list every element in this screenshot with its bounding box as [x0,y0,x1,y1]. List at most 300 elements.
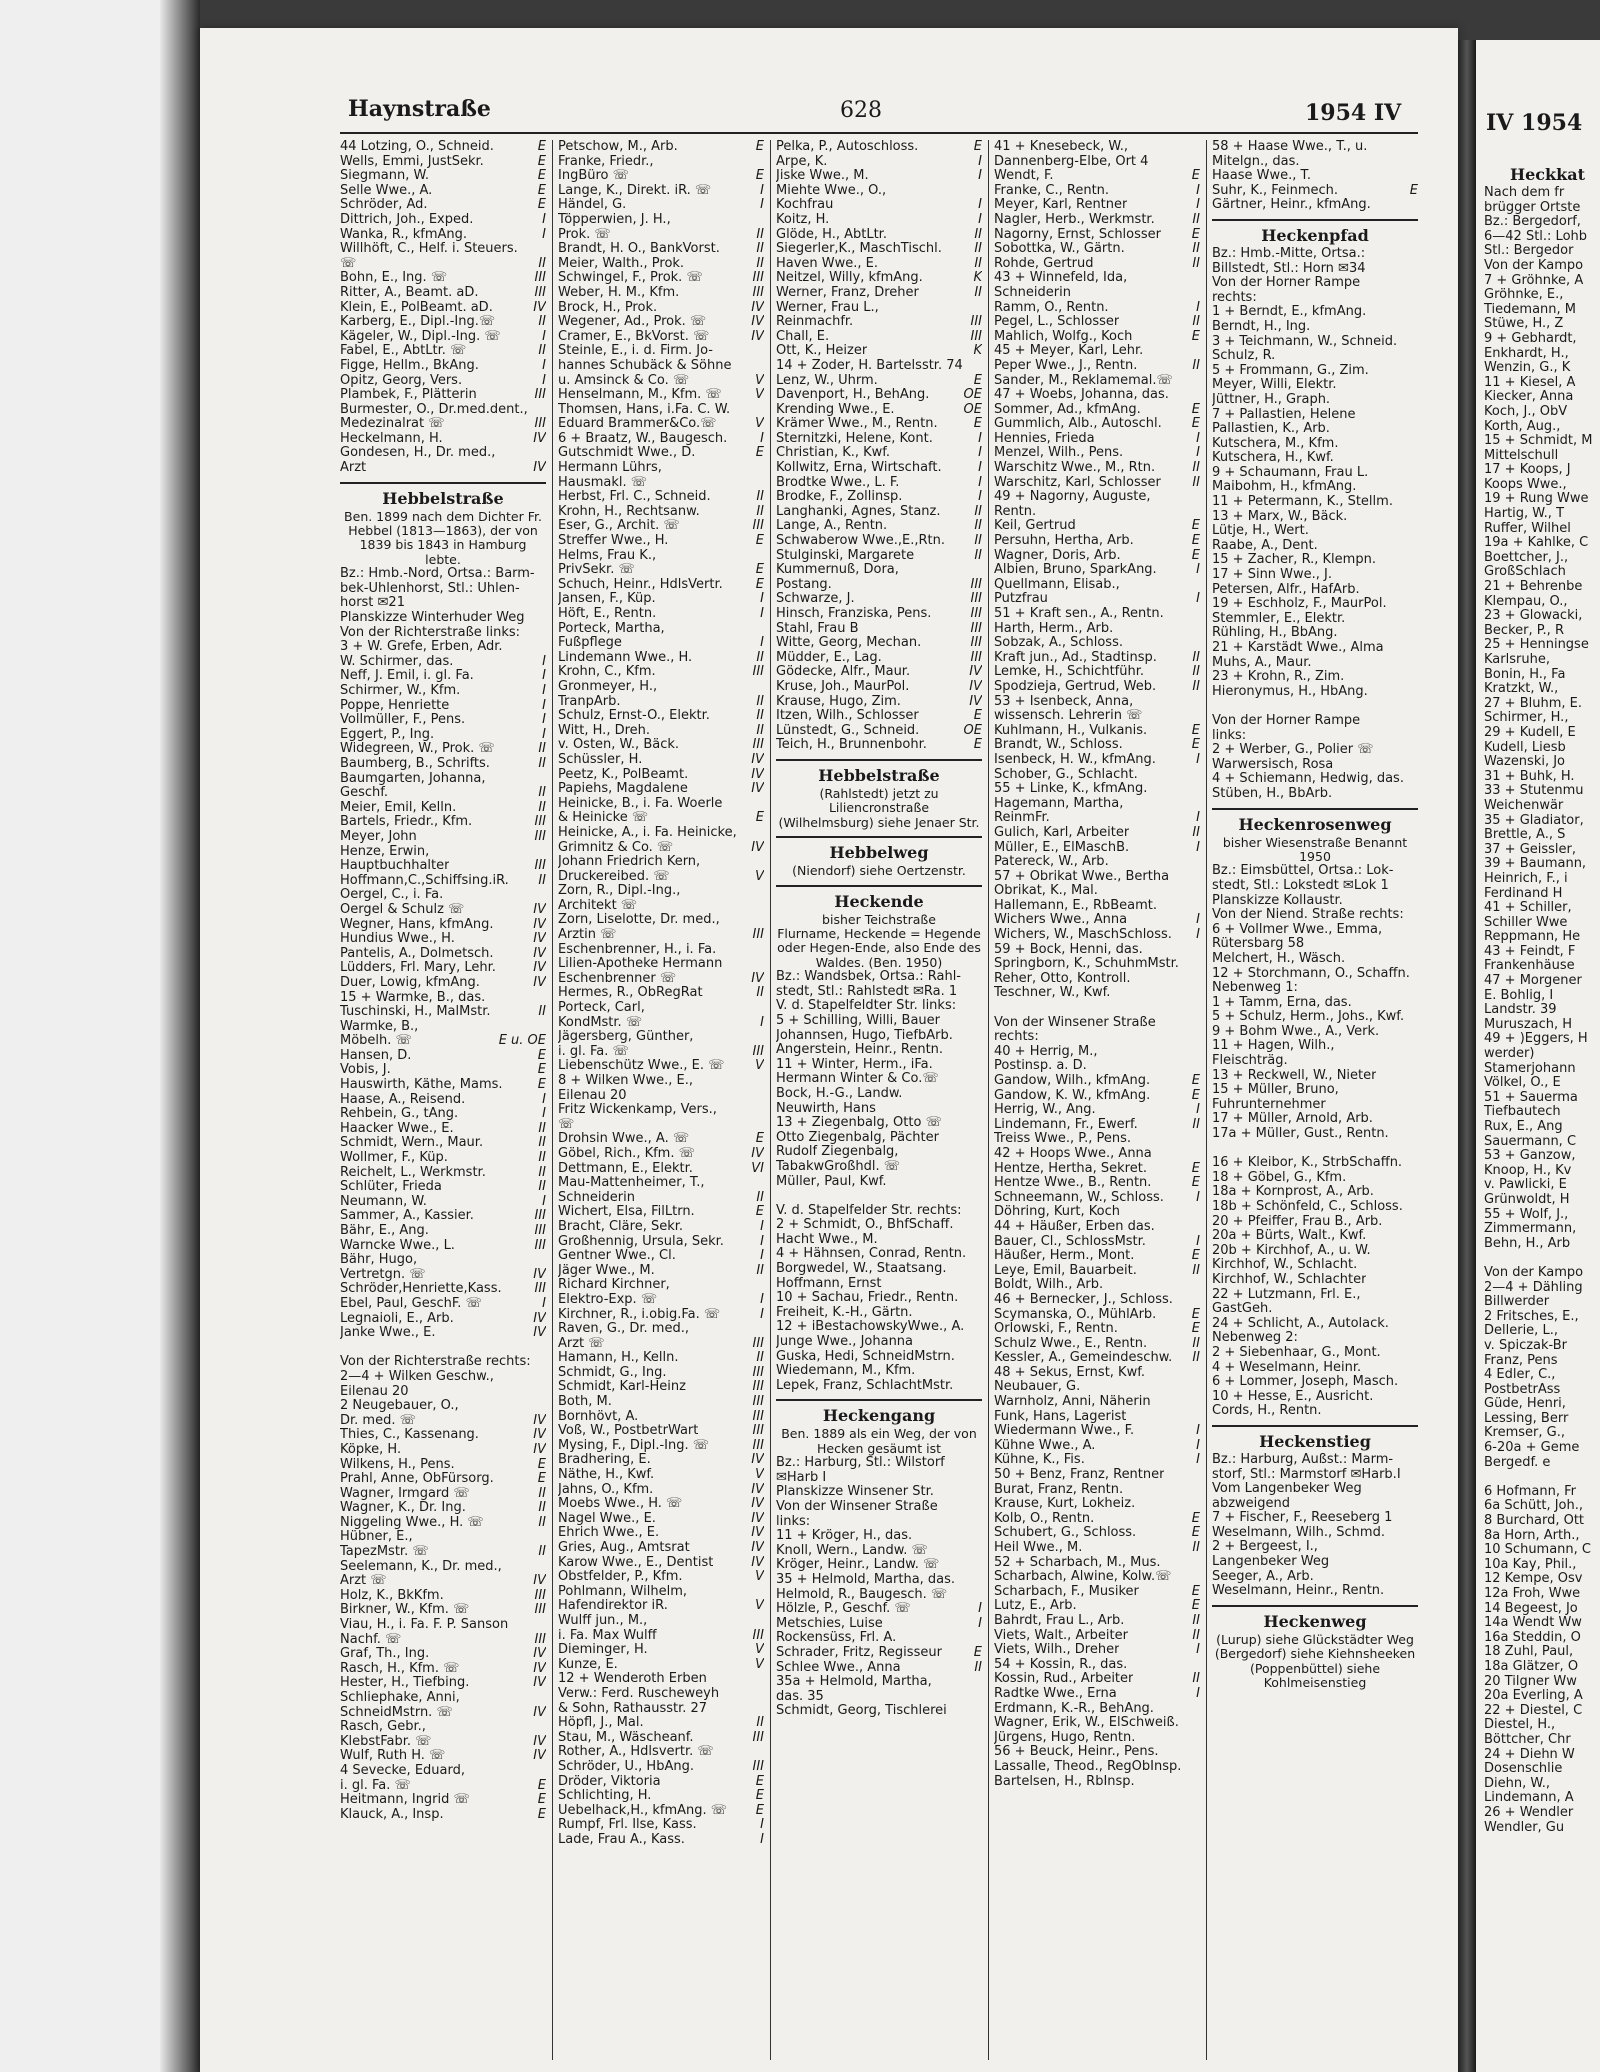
floor-label [978,1204,982,1219]
resident-entry [340,1209,546,1224]
resident-entry [994,1775,1200,1790]
resident-name: Töpperwien, J. H., [558,212,671,227]
floor-label: E [1191,1599,1200,1614]
floor-label: III [752,519,764,534]
resident-name: Weselmann, Wilh., Schmd. [1212,1525,1385,1540]
floor-label [1196,943,1200,958]
floor-label: IV [533,917,546,932]
resident-entry [340,699,546,714]
floor-label: IV [533,1705,546,1720]
resident-name: Keil, Gertrud [994,519,1076,534]
resident-name: Schneiderin [558,1190,635,1205]
resident-name: Dr. med. ☏ [340,1413,416,1428]
resident-entry [558,1672,764,1687]
resident-entry [776,1131,982,1146]
resident-entry [340,1779,546,1794]
resident-name: Meier, Emil, Kelln. [340,800,457,815]
resident-entry [994,344,1200,359]
resident-name: Gentner Wwe., Cl. [558,1249,676,1264]
floor-label [1414,1497,1418,1512]
resident-name: Werner, Franz, Dreher [776,285,919,300]
resident-name: Spodzieja, Gertrud, Web. [994,679,1157,694]
resident-name: Dannenberg-Elbe, Ort 4 [994,154,1149,169]
resident-name: Davenport, H., BehAng. [776,388,930,403]
resident-entry [1212,524,1418,539]
resident-name: Jäger Wwe., M. [558,1263,655,1278]
resident-entry [994,1687,1200,1702]
next-page-entry: 8 Burchard, Ott [1484,1513,1585,1529]
resident-entry [776,1087,982,1102]
floor-label: I [978,198,982,213]
floor-label [1414,140,1418,155]
floor-label [1414,1390,1418,1405]
floor-label: II [756,227,764,242]
floor-label [1196,1556,1200,1571]
floor-label: III [534,1603,546,1618]
resident-entry [558,461,764,476]
resident-entry [558,884,764,899]
floor-label [1196,1410,1200,1425]
resident-name: Kutschera, M., Kfm. [1212,436,1339,451]
resident-name: Bartels, Friedr., Kfm. [340,815,473,830]
floor-label [1196,1483,1200,1498]
resident-entry [558,1599,764,1614]
resident-name: Jürgens, Hugo, Rentn. [994,1730,1136,1745]
floor-label: E [537,1807,546,1822]
next-page-entry: Böttcher, Chr [1484,1731,1571,1747]
next-page-entry: Landstr. 39 [1484,1002,1557,1018]
floor-label: II [538,786,546,801]
resident-entry [558,1775,764,1790]
resident-entry [558,986,764,1001]
floor-label: II [756,242,764,257]
floor-label [978,184,982,199]
resident-name: Kummernuß, Dora, [776,563,899,578]
resident-entry [340,1691,546,1706]
floor-label: E [537,183,546,198]
resident-entry [776,330,982,345]
floor-label: IV [751,767,764,782]
resident-name: Hermann Winter & Co.☏ [776,1072,939,1087]
floor-label: II [538,1151,546,1166]
directory-column-1 [340,140,546,2060]
floor-label [760,359,764,374]
floor-label: III [752,271,764,286]
resident-entry [1212,1584,1418,1599]
resident-entry [1212,539,1418,554]
next-page-entry: PostbetrAss [1484,1381,1561,1397]
floor-label: II [538,1515,546,1530]
floor-label: III [970,650,982,665]
resident-entry [994,286,1200,301]
street-heading: Heckenrosenweg [1212,808,1418,836]
resident-entry [1212,1098,1418,1113]
floor-label [1196,1760,1200,1775]
resident-entry [776,1102,982,1117]
resident-name: Karberg, E., Dipl.-Ing.☏ [340,315,496,330]
next-page-entry [1484,1251,1600,1266]
resident-name: Franke, C., Rentn. [994,183,1110,198]
resident-name: Pegel, L., Schlosser [994,315,1120,330]
floor-label: V [755,1657,764,1672]
resident-name: Hacht Wwe., M. [776,1232,878,1247]
resident-entry [558,315,764,330]
resident-entry [776,359,982,374]
floor-label: III [752,1628,764,1643]
floor-label [760,1074,764,1089]
resident-entry [776,592,982,607]
floor-label [1414,641,1418,656]
floor-label [978,1529,982,1544]
resident-entry [994,884,1200,899]
resident-name: 13 + Reckwell, W., Nieter [1212,1068,1377,1083]
resident-name: 7 + Pallastien, Helene [1212,407,1356,422]
resident-name: stedt, Stl.: Rahlstedt ✉Ra. 1 [776,984,958,999]
floor-label [542,991,546,1006]
next-page-entry: 47 + Morgener [1484,973,1582,989]
floor-label [1196,607,1200,622]
floor-label: E [1409,183,1418,198]
floor-label: IV [751,971,764,986]
resident-name: Opitz, Georg, Vers. [340,373,463,388]
resident-entry [340,830,546,845]
resident-entry [558,1614,764,1629]
resident-entry [994,738,1200,753]
resident-name: Cramer, E., BkVorst. ☏ [558,329,710,344]
resident-name: 53 + Isenbeck, Anna, [994,694,1134,709]
resident-name: Jiske Wwe., M. [776,169,869,184]
floor-label: E [1191,1322,1200,1337]
resident-name: Baumgarten, Johanna, [340,771,486,786]
floor-label [1414,699,1418,714]
resident-entry [776,344,982,359]
resident-entry [558,1556,764,1571]
resident-name: Kuhlmann, H., Vulkanis. [994,723,1148,738]
resident-name: links: [1212,728,1247,743]
resident-entry [558,1147,764,1162]
resident-entry [558,388,764,403]
resident-entry [340,655,546,670]
resident-entry [776,1277,982,1292]
resident-entry [340,1472,546,1487]
resident-name: Arpe, K. [776,154,828,169]
floor-label: III [752,1730,764,1745]
floor-label: IV [533,1574,546,1589]
resident-name: Bauer, Cl., SchlossMstr. [994,1234,1146,1249]
resident-name: ☏ [340,256,357,271]
resident-entry [558,1191,764,1206]
resident-name: Eduard Brammer&Co.☏ [558,417,717,432]
floor-label: I [760,1249,764,1264]
resident-name: Nachf. ☏ [340,1632,402,1647]
resident-entry [558,476,764,491]
next-page-entry: Kratzkt, W., [1484,681,1559,697]
resident-entry [1212,656,1418,671]
resident-name: Arztin ☏ [558,928,617,943]
resident-name: Neubauer, G. [994,1380,1081,1395]
resident-entry [994,1293,1200,1308]
floor-label: I [1196,1190,1200,1205]
next-page-entry: Tiefbautech [1484,1104,1561,1120]
resident-entry [340,271,546,286]
resident-entry [340,1239,546,1254]
floor-label [542,403,546,418]
resident-name: Brandt, W., Schloss. [994,738,1123,753]
resident-entry [558,1103,764,1118]
resident-entry [776,446,982,461]
floor-label [1414,155,1418,170]
directory-column-5 [1212,140,1418,2060]
resident-name: Lassalle, Theod., RegObInsp. [994,1759,1182,1774]
floor-label: III [752,1759,764,1774]
resident-name: hannes Schubäck & Söhne [558,358,732,373]
next-page-entry: 43 + Feindt, F [1484,943,1576,959]
resident-entry [994,695,1200,710]
floor-label: I [978,475,982,490]
resident-entry [776,1116,982,1131]
resident-name: Richard Kirchner, [558,1278,670,1293]
resident-entry [776,1014,982,1029]
resident-entry [1212,1511,1418,1526]
floor-label [1414,729,1418,744]
floor-label: E [755,577,764,592]
resident-entry [340,1151,546,1166]
resident-entry [558,271,764,286]
floor-label: I [1196,811,1200,826]
resident-name: Itzen, Wilh., Schlosser [776,709,919,724]
floor-label [1196,1497,1200,1512]
resident-name: 14 + Zoder, H. Bartelsstr. 74 [776,358,963,373]
resident-name: Putzfrau [994,592,1048,607]
resident-entry [776,388,982,403]
resident-entry [1212,364,1418,379]
resident-entry [340,374,546,389]
resident-entry [994,257,1200,272]
floor-label [760,913,764,928]
floor-label: I [542,698,546,713]
resident-name: Schlichting, H. [558,1789,652,1804]
resident-name: Mau-Mattenheimer, T., [558,1176,705,1191]
floor-label: III [534,815,546,830]
resident-name: i. Fa. Max Wulff [558,1628,657,1643]
floor-label [1414,1142,1418,1157]
next-page-entry: Koch, J., ObV [1484,403,1568,419]
resident-entry [340,684,546,699]
resident-name: Von der Richterstraße links: [340,625,521,640]
resident-entry [558,1804,764,1819]
resident-name: Schlüter, Frieda [340,1180,442,1195]
resident-entry [558,592,764,607]
floor-label [978,1102,982,1117]
resident-name: 12 + Storchmann, O., Schaffn. [1212,966,1410,981]
floor-label: I [542,227,546,242]
floor-label [1414,466,1418,481]
resident-name: 17 + Müller, Arnold, Arb. [1212,1112,1373,1127]
resident-name: Krause, Hugo, Zim. [776,694,901,709]
resident-name: Herrig, W., Ang. [994,1103,1096,1118]
next-page-entry: Stl.: Bergedor [1484,243,1574,259]
resident-entry [994,1264,1200,1279]
floor-label [760,344,764,359]
floor-label: II [974,534,982,549]
resident-name: Kühne Wwe., A. [994,1438,1096,1453]
resident-name: Brandt, H. O., BankVorst. [558,242,720,257]
resident-entry [340,626,546,641]
resident-entry [776,1617,982,1632]
resident-entry [558,724,764,739]
resident-name: Hansen, D. [340,1048,412,1063]
resident-entry [340,640,546,655]
resident-name: Prok. ☏ [558,227,611,242]
resident-entry [340,786,546,801]
resident-entry [558,1264,764,1279]
next-page-entry: v. Spiczak-Br [1484,1337,1568,1353]
resident-name: Thies, C., Kassenang. [340,1428,479,1443]
resident-entry [1212,699,1418,714]
floor-label: IV [533,431,546,446]
resident-name: 5 + Schulz, Herm., Johs., Kwf. [1212,1010,1405,1025]
resident-name: Von der Horner Rampe [1212,713,1361,728]
resident-entry [994,1731,1200,1746]
resident-entry [1212,670,1418,685]
resident-entry [776,738,982,753]
resident-name: rechts: [1212,290,1257,305]
resident-name: Haase Wwe., T. [1212,169,1312,184]
next-page-entry: Koops Wwe., [1484,476,1567,492]
resident-name: Kossin, Rud., Arbeiter [994,1672,1134,1687]
resident-name: Funk, Hans, Lagerist [994,1409,1127,1424]
floor-label [1414,553,1418,568]
floor-label: II [974,242,982,257]
resident-name: Vertretgn. ☏ [340,1267,426,1282]
floor-label [1414,524,1418,539]
resident-name: Brodtke Wwe., L. F. [776,475,900,490]
resident-entry [1212,597,1418,612]
resident-name: Schulz, Ernst-O., Elektr. [558,709,710,724]
resident-name: Wiedermann Wwe., F. [994,1424,1135,1439]
floor-label [1414,1054,1418,1069]
floor-label [542,582,546,597]
floor-label: II [538,1121,546,1136]
resident-name: Kruse, Joh., MaurPol. [776,679,910,694]
resident-entry [994,213,1200,228]
resident-name: links: [776,1514,811,1529]
floor-label [978,1704,982,1719]
floor-label: IV [533,1661,546,1676]
floor-label: IV [751,840,764,855]
resident-name: Rohde, Gertrud [994,256,1094,271]
resident-name: Stahl, Frau B [776,621,859,636]
floor-label [978,1189,982,1204]
resident-name: 50 + Benz, Franz, Rentner [994,1468,1165,1483]
floor-label [760,1176,764,1191]
resident-entry [994,1395,1200,1410]
resident-name: 55 + Linke, K., kfmAng. [994,782,1148,797]
floor-label: E [537,1457,546,1472]
resident-entry [1212,184,1418,199]
floor-label: II [756,1351,764,1366]
floor-label [1414,1273,1418,1288]
resident-name: 1 + Berndt, E., kfmAng. [1212,305,1367,320]
resident-name: 11 + Hagen, Wilh., [1212,1039,1335,1054]
floor-label [542,446,546,461]
resident-name: IngBüro ☏ [558,169,629,184]
resident-entry [558,811,764,826]
floor-label: III [752,1044,764,1059]
resident-name: 44 + Häußer, Erben das. [994,1219,1155,1234]
floor-label [1414,879,1418,894]
resident-name: Bz.: Hmb.-Nord, Ortsa.: Barm- [340,567,535,582]
floor-label: E [973,373,982,388]
floor-label [978,1233,982,1248]
resident-name: Warmke, B., [340,1019,419,1034]
resident-entry [776,315,982,330]
resident-entry [340,874,546,889]
resident-entry [994,155,1200,170]
resident-name: Bähr, Hugo, [340,1253,418,1268]
floor-label: E [755,1803,764,1818]
resident-name: Weber, H. M., Kfm. [558,285,680,300]
floor-label [1196,1132,1200,1147]
resident-entry [1212,864,1418,879]
resident-entry [558,1030,764,1045]
resident-name: Baumberg, B., Schrifts. [340,757,490,771]
resident-name: Johann Friedrich Kern, [558,855,701,870]
resident-entry [340,859,546,874]
resident-name: Sander, M., Reklamemal.☏ [994,373,1173,388]
floor-label [978,1072,982,1087]
header-year-volume: 1954 IV [1305,100,1402,126]
resident-name: Hermann Lührs, [558,461,662,476]
resident-name: Schliephake, Anni, [340,1691,460,1705]
floor-label [978,1145,982,1160]
floor-label: III [970,607,982,621]
floor-label: III [752,1409,764,1424]
floor-label: III [534,285,546,300]
resident-name: das. 35 [776,1689,824,1704]
resident-entry [1212,894,1418,909]
resident-name: Schmidt, G., Ing. [558,1365,667,1380]
resident-name: 54 + Kossin, R., das. [994,1657,1128,1672]
resident-name: Erdmann, K.-R., BehAng. [994,1701,1154,1716]
resident-entry [1212,291,1418,306]
resident-name: Nebenweg 1: [1212,981,1298,996]
resident-name: Gronmeyer, H., [558,679,658,694]
floor-label: E [755,1132,764,1147]
resident-entry [1212,262,1418,277]
floor-label [1414,247,1418,262]
resident-entry [558,753,764,768]
floor-label [1414,908,1418,923]
resident-entry [558,1278,764,1293]
resident-name: Fabel, E., AbtLtr. ☏ [340,344,467,359]
floor-label [1196,1658,1200,1673]
floor-label: I [1196,1453,1200,1468]
resident-name: Krause, Kurt, Lokheiz. [994,1497,1136,1512]
resident-name: Selle Wwe., A. [340,183,433,198]
resident-entry [1212,1112,1418,1127]
next-page-entry: Stamerjohann [1484,1060,1576,1076]
resident-name: Viets, Walt., Arbeiter [994,1628,1128,1643]
resident-name: Neitzel, Willy, kfmAng. [776,271,923,286]
next-page-entry: 17 + Koops, J [1484,462,1571,478]
resident-entry [558,1176,764,1191]
resident-name: Wanka, R., kfmAng. [340,227,468,242]
floor-label: E [1191,519,1200,534]
resident-entry [1212,198,1418,213]
floor-label: I [1196,183,1200,198]
resident-entry [340,1399,546,1414]
